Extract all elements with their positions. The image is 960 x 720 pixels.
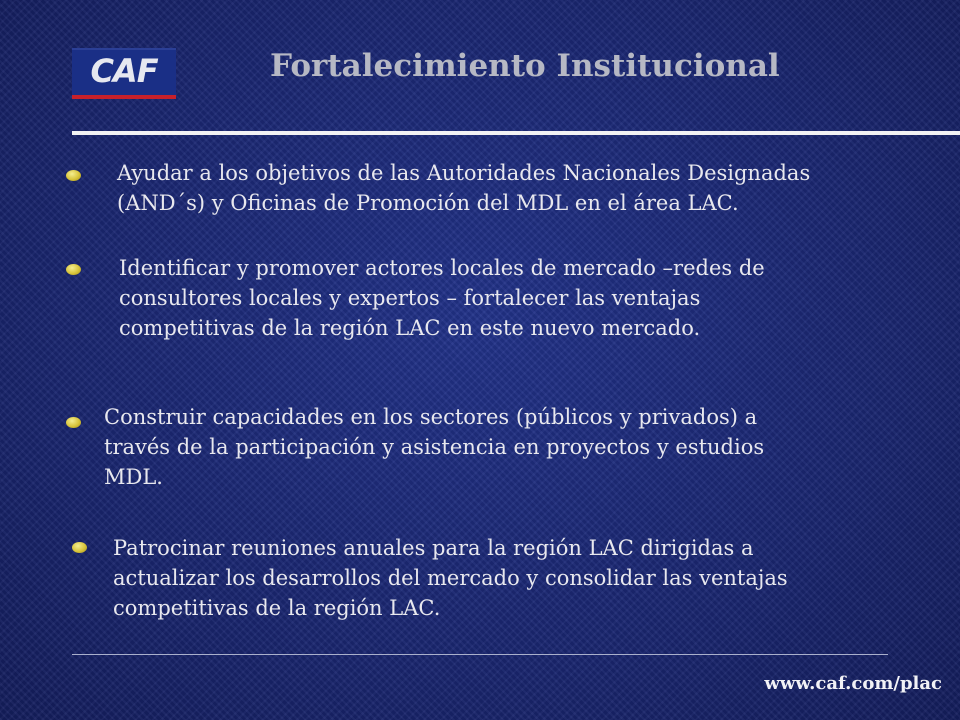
bullet-icon [66,170,81,181]
bullet-2-line-3: competitivas de la región LAC en este nuevo mercado. [119,316,701,340]
bullet-icon [66,264,81,275]
logo-text: CAF [90,52,158,90]
bullet-icon [72,542,87,553]
bullet-text-4 [113,533,788,623]
bullet-icon [66,417,81,428]
bullet-1-line-1: Ayudar a los objetivos de las Autoridades Nacionales Designadas [117,161,811,185]
bullet-text-2 [119,253,765,343]
bullet-4-line-1: Patrocinar reuniones anuales para la región LAC dirigidas a [113,536,754,560]
bullet-3-line-3: MDL. [104,465,163,489]
bullet-3-line-2: través de la participación y asistencia en proyectos y estudios [104,435,765,459]
logo-red-bar [72,95,176,99]
bullet-3-line-1: Construir capacidades en los sectores (públicos y privados) a [104,405,758,429]
footer-divider [72,654,888,655]
title-divider [72,131,960,135]
bullet-2-line-1: Identificar y promover actores locales de mercado –redes de [119,256,765,280]
bullet-4-line-2: actualizar los desarrollos del mercado y consolidar las ventajas [113,566,788,590]
bullet-2-line-2: consultores locales y expertos – fortalecer las ventajas [119,286,701,310]
slide-title: Fortalecimiento Institucional [270,48,780,84]
bullet-text-3 [104,402,764,492]
footer-url[interactable]: www.caf.com/plac [764,673,942,694]
caf-logo [72,48,176,100]
bullet-text-1 [117,158,810,218]
bullet-4-line-3: competitivas de la región LAC. [113,596,441,620]
bullet-1-line-2: (AND´s) y Oficinas de Promoción del MDL en el área LAC. [117,191,739,215]
